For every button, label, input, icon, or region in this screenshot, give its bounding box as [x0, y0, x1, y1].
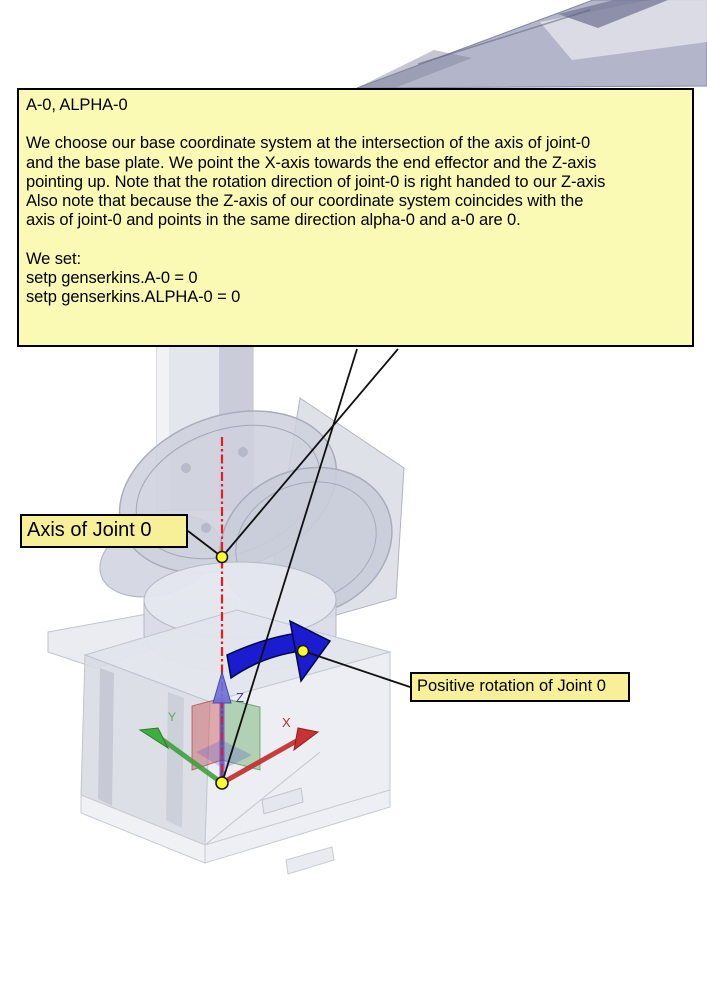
note-line: and the base plate. We point the X-axis towards the end effector and the Z-axis — [26, 153, 597, 172]
note-line: pointing up. Note that the rotation direction of joint-0 is right handed to our Z-axis — [26, 172, 606, 191]
axis-of-joint-label: Axis of Joint 0 — [20, 514, 188, 548]
x-axis-label: X — [282, 715, 291, 730]
note-line: We choose our base coordinate system at the intersection of the axis of joint-0 — [26, 134, 591, 153]
note-line: setp genserkins.A-0 = 0 — [26, 268, 198, 287]
note-line: setp genserkins.ALPHA-0 = 0 — [26, 288, 241, 306]
note-line — [26, 230, 692, 249]
robot-arm — [357, 0, 707, 89]
note-line: Also note that because the Z-axis of our coordinate system coincides with the — [26, 192, 584, 210]
origin-point-marker — [216, 777, 228, 789]
y-axis-label: Y — [168, 710, 177, 724]
note-line — [26, 115, 692, 134]
note-line: We set: — [26, 249, 81, 268]
z-axis-label: Z — [236, 690, 244, 705]
rotation-label: Positive rotation of Joint 0 — [410, 672, 630, 702]
rotation-point-marker — [298, 646, 309, 657]
note-box — [17, 88, 694, 347]
note-title: A-0, ALPHA-0 — [26, 96, 128, 114]
note-line: axis of joint-0 and points in the same direction alpha-0 and a-0 are 0. — [26, 211, 521, 230]
axis-point-marker — [217, 552, 228, 563]
